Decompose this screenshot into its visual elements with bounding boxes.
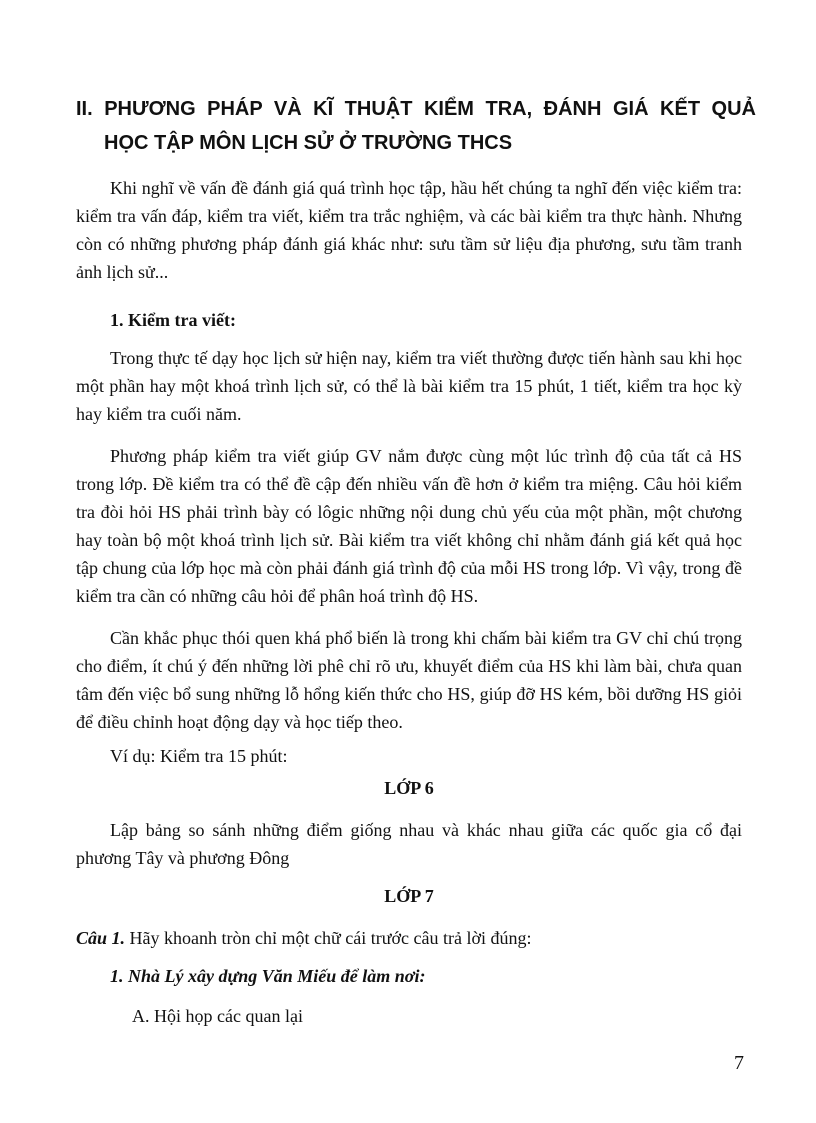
grade-6-task: Lập bảng so sánh những điểm giống nhau và khác nhau giữa các quốc gia cổ đại phương Tây và phương Đông	[76, 820, 742, 868]
subsection-body	[76, 344, 742, 736]
question-1	[76, 928, 531, 949]
grade-7-label: LỚP 7	[384, 886, 434, 906]
section-title-line-2: HỌC TẬP MÔN LỊCH SỬ Ở TRƯỜNG THCS	[104, 132, 513, 154]
sub-question-1: 1. Nhà Lý xây dựng Văn Miếu để làm nơi:	[110, 966, 426, 986]
question-1-label: Câu 1.	[76, 928, 126, 948]
paragraph-2: Phương pháp kiểm tra viết giúp GV nắm được cùng một lúc trình độ của tất cả HS trong lớp. Đề kiểm tra có thể đề cập đến nhiều vấn đề hơn ở kiểm tra miệng. Câu hỏi kiểm tra đòi hỏi HS phải trình bày có lôgic những nội dung chủ yếu của một phần, một chương hay toàn bộ một khoá trình lịch sử. Bài kiểm tra viết không chỉ nhằm đánh giá kết quả học tập chung của lớp học mà còn phải đánh giá trình độ của mỗi HS trong lớp. Vì vậy, trong đề kiểm tra cần có những câu hỏi để phân hoá trình độ HS.	[76, 446, 742, 606]
subsection-title: 1. Kiểm tra viết:	[110, 310, 236, 330]
intro-paragraph: Khi nghĩ về vấn đề đánh giá quá trình học tập, hầu hết chúng ta nghĩ đến việc kiểm tra: kiểm tra vấn đáp, kiểm tra viết, kiểm tra trắc nghiệm, và các bài kiểm tra thực hành. Nhưng còn có những phương pháp đánh giá khác như: sưu tầm sử liệu địa phương, sưu tầm tranh ảnh lịch sử...	[76, 178, 742, 282]
grade-6-task-block	[76, 816, 742, 872]
page-number: 7	[734, 1052, 744, 1074]
paragraph-3: Cần khắc phục thói quen khá phổ biến là trong khi chấm bài kiểm tra GV chỉ chú trọng cho điểm, ít chú ý đến những lời phê chỉ rõ ưu, khuyết điểm của HS khi làm bài, chưa quan tâm đến việc bổ sung những lỗ hổng kiến thức cho HS, giúp đỡ HS kém, bồi dưỡng HS giỏi để điều chỉnh hoạt động dạy và học tiếp theo.	[76, 628, 742, 732]
grade-6-label: LỚP 6	[384, 778, 434, 798]
paragraph-1: Trong thực tế dạy học lịch sử hiện nay, kiểm tra viết thường được tiến hành sau khi học một phần hay một khoá trình lịch sử, có thể là bài kiểm tra 15 phút, 1 tiết, kiểm tra học kỳ hay kiểm tra cuối năm.	[76, 348, 742, 424]
section-title-line-1: II. PHƯƠNG PHÁP VÀ KĨ THUẬT KIỂM TRA, ĐÁNH GIÁ KẾT QUẢ	[76, 98, 756, 120]
intro-block	[76, 174, 742, 286]
example-intro: Ví dụ: Kiểm tra 15 phút:	[110, 746, 288, 766]
section-heading	[76, 92, 756, 160]
option-a: A. Hội họp các quan lại	[132, 1006, 303, 1026]
question-1-text: Hãy khoanh tròn chỉ một chữ cái trước câu trả lời đúng:	[125, 928, 532, 948]
